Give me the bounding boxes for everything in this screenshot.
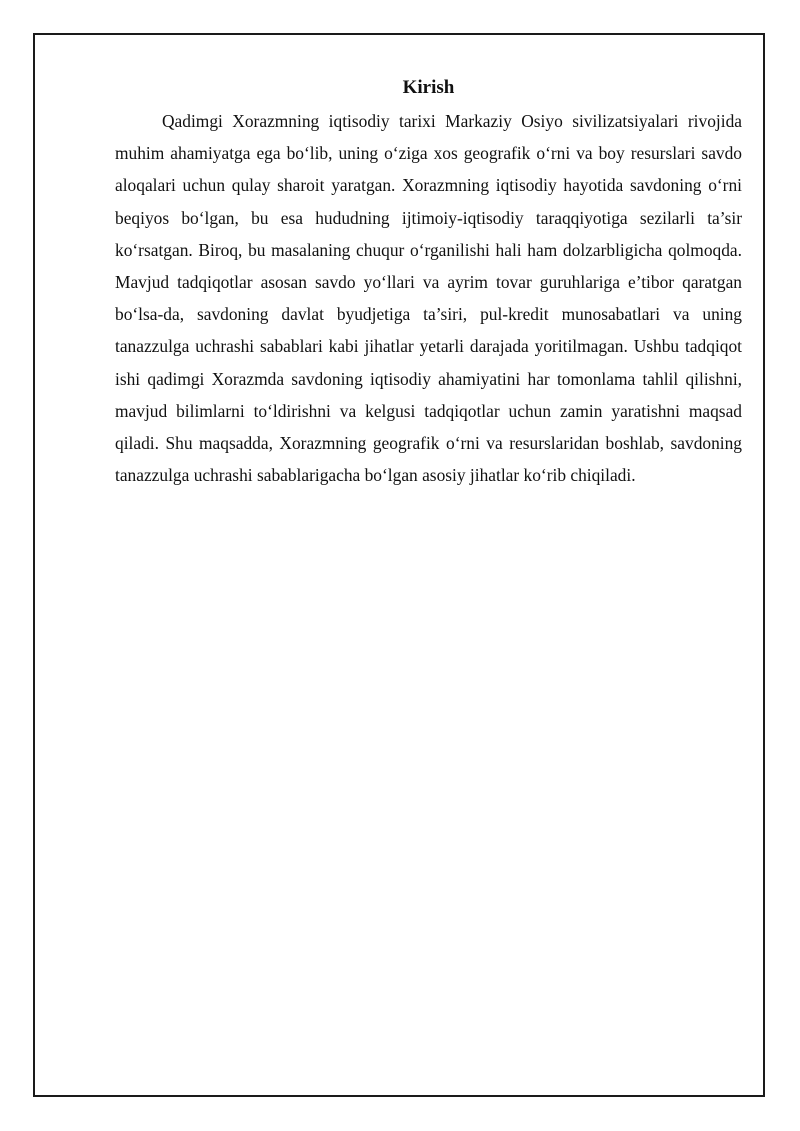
document-body: [115, 75, 742, 491]
section-heading: Kirish: [402, 77, 455, 98]
intro-paragraph: Qadimgi Xorazmning iqtisodiy tarixi Markaziy Osiyo sivilizatsiyalari rivojida muhim ahamiyatga ega bo‘lib, uning o‘ziga xos geografik o‘rni va boy resurslari savdo aloqalari uchun qulay sharoit yaratgan. Xorazmning iqtisodiy hayotida savdoning o‘rni beqiyos bo‘lgan, bu esa hududning ijtimoiy-iqtisodiy taraqqiyotiga sezilarli ta’sir ko‘rsatgan. Biroq, bu masalaning chuqur o‘rganilishi hali ham dolzarbligicha qolmoqda. Mavjud tadqiqotlar asosan savdo yo‘llari va ayrim tovar guruhlariga e’tibor qaratgan bo‘lsa-da, savdoning davlat byudjetiga ta’siri, pul-kredit munosabatlari va uning tanazzulga uchrashi sabablari kabi jihatlar yetarli darajada yoritilmagan. Ushbu tadqiqot ishi qadimgi Xorazmda savdoning iqtisodiy ahamiyatini har tomonlama tahlil qilishni, mavjud bilimlarni to‘ldirishni va kelgusi tadqiqotlar uchun zamin yaratishni maqsad qiladi. Shu maqsadda, Xorazmning geografik o‘rni va resurslaridan boshlab, savdoning tanazzulga uchrashi sabablarigacha bo‘lgan asosiy jihatlar ko‘rib chiqiladi.: [115, 111, 742, 486]
